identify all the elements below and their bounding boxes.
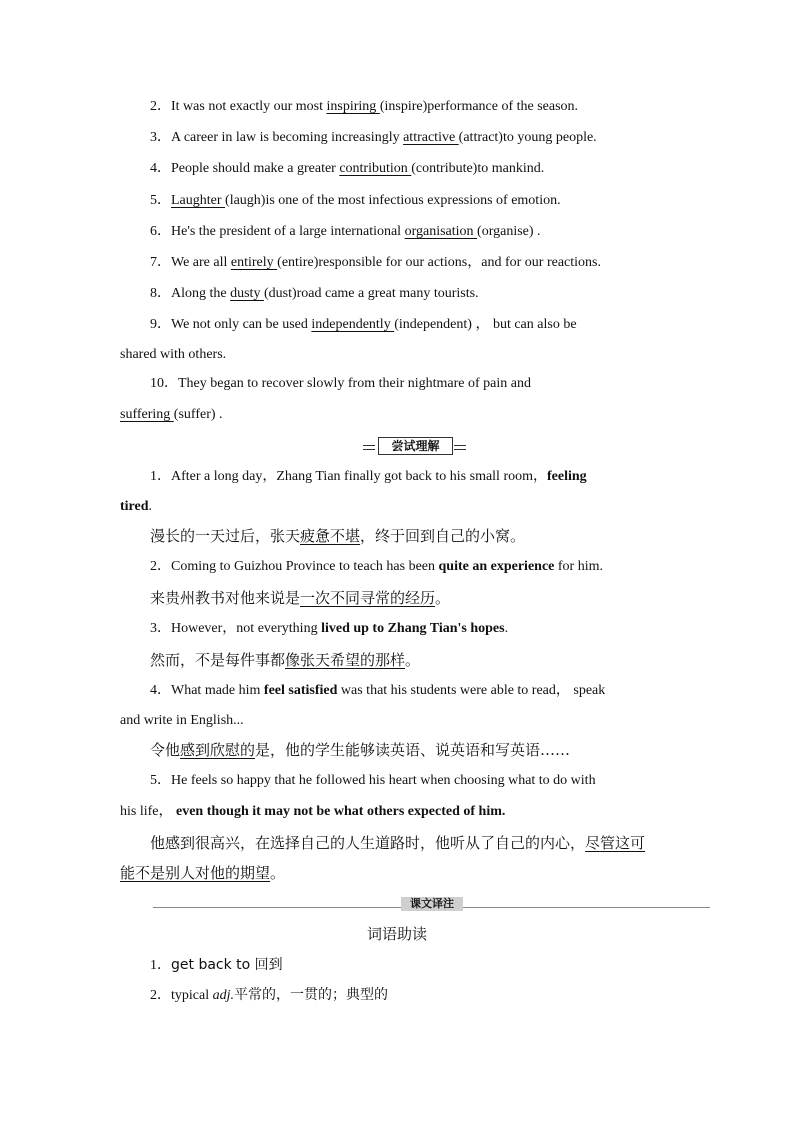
part-of-speech: adj. bbox=[212, 988, 234, 1003]
exercise-item-7 bbox=[150, 253, 675, 273]
item-number: 10． bbox=[150, 376, 178, 391]
sentence-3-translation bbox=[150, 650, 675, 670]
sentence-4 bbox=[150, 681, 675, 701]
exercise-item-3 bbox=[150, 128, 675, 148]
answer: inspiring bbox=[326, 99, 380, 114]
item-number: 6． bbox=[150, 224, 171, 239]
key-phrase: tired bbox=[120, 499, 149, 514]
translation-text: 。 bbox=[405, 651, 421, 669]
translation-key: 像张天希望的那样 bbox=[285, 651, 406, 669]
translation-text: 来贵州教书对他来说是 bbox=[150, 589, 301, 607]
section-header-try-understand bbox=[363, 437, 466, 455]
translation-text: 令他 bbox=[150, 741, 181, 759]
sentence-text: Coming to Guizhou Province to teach has been bbox=[171, 559, 439, 574]
translation-text: ，终于回到自己的小窝。 bbox=[360, 527, 526, 545]
answer: independently bbox=[311, 317, 395, 332]
answer: Laughter bbox=[171, 193, 226, 208]
key-phrase: feeling bbox=[547, 469, 587, 484]
header-ornament bbox=[363, 445, 375, 450]
item-number: 1． bbox=[150, 469, 171, 484]
sentence-2 bbox=[150, 557, 675, 577]
translation-text: 。 bbox=[270, 864, 286, 882]
exercise-item-9 bbox=[150, 315, 675, 335]
sentence-text: . bbox=[504, 621, 509, 636]
answer: dusty bbox=[230, 286, 264, 301]
sentence-1-translation bbox=[150, 526, 675, 546]
section-header-annotations: 课文译注 bbox=[401, 897, 463, 911]
answer: contribution bbox=[339, 161, 412, 176]
sentence-2-translation bbox=[150, 588, 675, 608]
sentence-text: was that his students were able to read， speak bbox=[337, 683, 606, 698]
item-text: (organise) . bbox=[477, 224, 541, 239]
exercise-item-9-cont: shared with others. bbox=[120, 347, 227, 362]
exercise-item-2 bbox=[150, 97, 675, 117]
item-number: 3． bbox=[150, 130, 171, 145]
exercise-item-10-cont bbox=[120, 405, 675, 425]
sentence-text: . bbox=[148, 499, 153, 514]
sentence-1 bbox=[150, 467, 675, 487]
item-number: 4． bbox=[150, 683, 171, 698]
item-text: We not only can be used bbox=[171, 317, 312, 332]
vocab-word: typical bbox=[171, 988, 213, 1003]
answer: suffering bbox=[120, 407, 174, 422]
vocabulary-title: 词语助读 bbox=[366, 925, 427, 943]
answer: organisation bbox=[404, 224, 478, 239]
item-number: 7． bbox=[150, 255, 171, 270]
vocab-text: get back to 回到 bbox=[171, 957, 283, 973]
item-text: (contribute)to mankind. bbox=[411, 161, 545, 176]
item-number: 2． bbox=[150, 988, 171, 1003]
sentence-text: After a long day，Zhang Tian finally got back to his small room， bbox=[171, 469, 548, 484]
sentence-5-cont bbox=[120, 802, 675, 822]
item-number: 1． bbox=[150, 958, 171, 973]
item-text: (independent) ， but can also be bbox=[394, 317, 577, 332]
key-phrase: feel satisfied bbox=[263, 683, 338, 698]
translation-key: 尽管这可 bbox=[585, 834, 646, 852]
item-text: We are all bbox=[171, 255, 231, 270]
item-text: (dust)road came a great many tourists. bbox=[263, 286, 479, 301]
vocab-item-1 bbox=[150, 955, 675, 976]
item-number: 5． bbox=[150, 193, 171, 208]
item-number: 8． bbox=[150, 286, 171, 301]
answer: attractive bbox=[403, 130, 459, 145]
key-phrase: quite an experience bbox=[438, 559, 555, 574]
translation-key: 能不是别人对他的期望 bbox=[120, 864, 271, 882]
answer: entirely bbox=[230, 255, 278, 270]
exercise-item-4 bbox=[150, 159, 675, 179]
section-header-label: 尝试理解 bbox=[378, 437, 453, 455]
item-text: (attract)to young people. bbox=[458, 130, 597, 145]
translation-text: 。 bbox=[435, 589, 451, 607]
item-number: 9． bbox=[150, 317, 171, 332]
sentence-text: He feels so happy that he followed his heart when choosing what to do with bbox=[171, 773, 596, 788]
sentence-text: What made him bbox=[171, 683, 264, 698]
vocab-meaning: 平常的，一贯的；典型的 bbox=[234, 987, 388, 1003]
sentence-4-translation bbox=[150, 740, 675, 760]
item-text: A career in law is becoming increasingly bbox=[171, 130, 404, 145]
item-number: 3． bbox=[150, 621, 171, 636]
sentence-text: for him. bbox=[554, 559, 603, 574]
sentence-3 bbox=[150, 619, 675, 639]
sentence-5-translation-cont bbox=[120, 863, 675, 883]
item-number: 4． bbox=[150, 161, 171, 176]
translation-text: 是，他的学生能够读英语、说英语和写英语…… bbox=[255, 741, 571, 759]
item-text: They began to recover slowly from their nightmare of pain and bbox=[178, 376, 531, 391]
item-text: (laugh)is one of the most infectious expressions of emotion. bbox=[225, 193, 561, 208]
sentence-5-translation bbox=[150, 833, 675, 853]
item-number: 2． bbox=[150, 99, 171, 114]
sentence-text: his life， bbox=[120, 804, 176, 819]
item-text: People should make a greater bbox=[171, 161, 340, 176]
sentence-5 bbox=[150, 771, 675, 791]
translation-text: 他感到很高兴，在选择自己的人生道路时，他听从了自己的内心， bbox=[150, 834, 586, 852]
vocab-item-2 bbox=[150, 985, 675, 1006]
exercise-item-10 bbox=[150, 374, 675, 394]
exercise-item-8 bbox=[150, 284, 675, 304]
item-number: 5． bbox=[150, 773, 171, 788]
translation-key: 一次不同寻常的经历 bbox=[300, 589, 436, 607]
translation-key: 疲惫不堪 bbox=[300, 527, 361, 545]
translation-text: 然而，不是每件事都 bbox=[150, 651, 286, 669]
exercise-item-6 bbox=[150, 222, 675, 242]
translation-text: 漫长的一天过后，张天 bbox=[150, 527, 301, 545]
key-phrase: lived up to Zhang Tian's hopes bbox=[321, 621, 505, 636]
item-text: (inspire)performance of the season. bbox=[379, 99, 579, 114]
item-text: It was not exactly our most bbox=[171, 99, 327, 114]
item-text: (entire)responsible for our actions，and for our reactions. bbox=[277, 255, 601, 270]
item-text: He's the president of a large international bbox=[171, 224, 405, 239]
sentence-4-cont: and write in English... bbox=[120, 713, 244, 728]
sentence-1-cont bbox=[120, 497, 675, 517]
key-phrase: even though it may not be what others expected of him. bbox=[176, 804, 506, 819]
translation-key: 感到欣慰的 bbox=[180, 741, 256, 759]
sentence-text: However，not everything bbox=[171, 621, 322, 636]
item-text: Along the bbox=[171, 286, 231, 301]
item-number: 2． bbox=[150, 559, 171, 574]
item-text: (suffer) . bbox=[173, 407, 223, 422]
exercise-item-5 bbox=[150, 191, 675, 211]
header-ornament bbox=[454, 445, 466, 450]
